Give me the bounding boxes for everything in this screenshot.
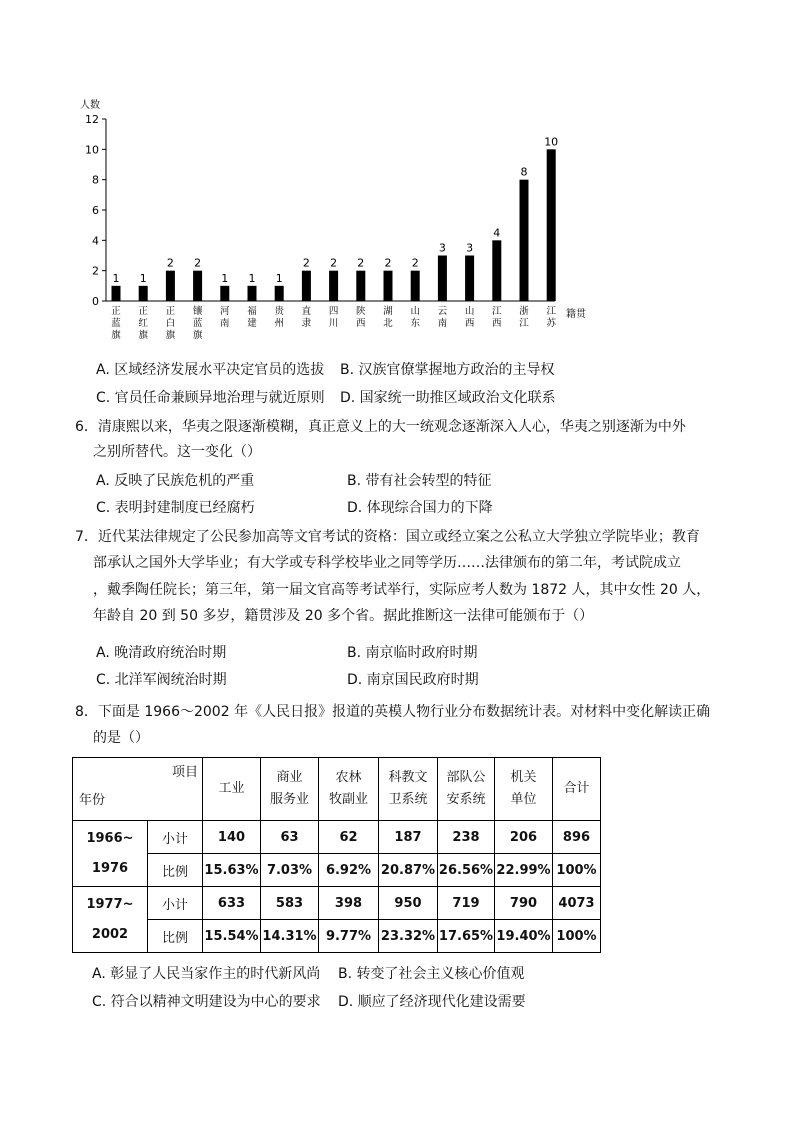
category-label: 湖北 — [383, 306, 393, 329]
bar-value-label: 2 — [166, 256, 174, 270]
category-label: 陕西 — [356, 306, 366, 329]
category-label: 正红旗 — [138, 306, 148, 341]
bar — [302, 271, 311, 301]
category-label: 镶蓝旗 — [192, 306, 203, 341]
table-corner-top: 项目 — [171, 765, 198, 780]
bar — [520, 180, 529, 301]
category-label: 直隶 — [301, 306, 312, 329]
table-cell: 238 — [438, 821, 495, 854]
category-label: 浙江 — [519, 306, 529, 329]
bar-value-label: 3 — [438, 241, 446, 255]
q8-stem-line-2: 的是（） — [93, 730, 149, 746]
q8-option-a: A. 彰显了人民当家作主的时代新风尚 — [92, 966, 321, 982]
table-cell: 7.03% — [261, 854, 319, 887]
table-cell: 9.77% — [319, 920, 379, 953]
q7-option-c: C. 北洋军阀统治时期 — [96, 672, 227, 688]
table-cell: 6.92% — [319, 854, 379, 887]
bar — [438, 256, 447, 302]
y-tick-label: 0 — [92, 295, 99, 308]
table-cell: 633 — [203, 887, 261, 920]
bar-value-label: 2 — [411, 256, 419, 270]
category-label: 江西 — [492, 306, 502, 329]
category-label: 山西 — [464, 306, 475, 329]
table-cell: 790 — [495, 887, 553, 920]
q8-option-b: B. 转变了社会主义核心价值观 — [338, 966, 525, 982]
y-axis-label: 人数 — [80, 100, 100, 111]
q6-stem-line-1: 6．清康熙以来，华夷之限逐渐模糊，真正意义上的大一统观念逐渐深入人心，华夷之别逐渐为中外 — [75, 419, 686, 435]
x-axis-label: 籍贯 — [566, 309, 586, 320]
bar-value-label: 1 — [248, 271, 256, 285]
table-corner-bottom: 年份 — [79, 793, 106, 808]
bar-value-label: 2 — [302, 256, 310, 270]
hero-industry-table — [72, 757, 601, 953]
table-corner-cell — [73, 758, 203, 821]
category-label: 四川 — [328, 306, 339, 329]
q6-option-d: D. 体现综合国力的下降 — [347, 500, 493, 516]
row-label: 比例 — [148, 920, 203, 953]
row-label: 比例 — [148, 854, 203, 887]
y-tick-label: 4 — [92, 234, 99, 248]
province-bar-chart — [70, 90, 610, 345]
bar — [329, 271, 338, 301]
category-label: 山东 — [410, 306, 420, 329]
table-cell: 15.63% — [203, 854, 261, 887]
q7-option-a: A. 晚清政府统治时期 — [96, 645, 227, 661]
bar-value-label: 4 — [493, 226, 501, 240]
bar-value-label: 2 — [384, 256, 392, 270]
table-cell: 187 — [379, 821, 438, 854]
header-industry: 工业 — [203, 758, 261, 821]
bar-value-label: 8 — [520, 165, 528, 179]
category-label: 江苏 — [546, 306, 556, 329]
category-label: 正白旗 — [165, 306, 176, 341]
table-cell: 22.99% — [495, 854, 553, 887]
q6-option-a: A. 反映了民族危机的严重 — [96, 473, 255, 489]
table-cell: 950 — [379, 887, 438, 920]
q7-stem-line-2: 部承认之国外大学毕业；有大学或专科学校毕业之同等学历……法律颁布的第二年，考试院成立 — [93, 555, 681, 571]
bar — [248, 286, 257, 301]
bar — [193, 271, 202, 301]
table-cell: 63 — [261, 821, 319, 854]
q7-stem-line-4: 年龄自 20 到 50 多岁，籍贯涉及 20 多个省。据此推断这一法律可能颁布于（） — [93, 608, 594, 624]
bar-value-label: 1 — [221, 271, 229, 285]
bar — [220, 286, 229, 301]
q5-option-c: C. 官员任命兼顾异地治理与就近原则 — [96, 390, 325, 406]
table-cell: 23.32% — [379, 920, 438, 953]
q5-option-b: B. 汉族官僚掌握地方政治的主导权 — [340, 362, 555, 378]
table-cell: 583 — [261, 887, 319, 920]
y-tick-label: 6 — [92, 204, 99, 217]
category-label: 贵州 — [274, 306, 284, 329]
q8-option-c: C. 符合以精神文明建设为中心的要求 — [92, 994, 321, 1010]
bar — [166, 271, 175, 301]
bar-value-label: 1 — [139, 271, 147, 285]
table-cell: 20.87% — [379, 854, 438, 887]
bar-value-label: 2 — [357, 256, 365, 270]
row-label: 小计 — [148, 821, 203, 854]
bar-value-label: 3 — [466, 241, 474, 255]
q8-option-d: D. 顺应了经济现代化建设需要 — [338, 994, 526, 1010]
q5-option-d: D. 国家统一助推区域政治文化联系 — [340, 390, 556, 406]
q6-stem-line-2: 之别所替代。这一变化（） — [93, 444, 261, 460]
table-cell: 896 — [553, 821, 601, 854]
table-cell: 17.65% — [438, 920, 495, 953]
table-cell: 14.31% — [261, 920, 319, 953]
bar — [547, 149, 556, 301]
header-total: 合计 — [553, 758, 601, 821]
q7-option-b: B. 南京临时政府时期 — [347, 645, 478, 661]
bar — [275, 286, 284, 301]
q7-option-d: D. 南京国民政府时期 — [347, 672, 479, 688]
table-cell: 398 — [319, 887, 379, 920]
category-label: 云南 — [437, 306, 448, 329]
category-label: 河南 — [220, 306, 230, 329]
table-cell: 19.40% — [495, 920, 553, 953]
bar — [139, 286, 148, 301]
header-military-police: 部队公 安系统 — [438, 758, 495, 821]
bar — [384, 271, 393, 301]
table-cell: 26.56% — [438, 854, 495, 887]
header-agriculture: 农林 牧副业 — [319, 758, 379, 821]
category-label: 正蓝旗 — [111, 306, 121, 341]
table-cell: 206 — [495, 821, 553, 854]
q7-stem-line-3: ，戴季陶任院长；第三年，第一届文官高等考试举行，实际应考人数为 1872 人，其中女性 20 人， — [93, 582, 711, 598]
q8-stem-line-1: 8．下面是 1966～2002 年《人民日报》报道的英模人物行业分布数据统计表。对材料中变化解读正确 — [75, 704, 711, 720]
y-tick-label: 2 — [92, 264, 99, 278]
bar — [411, 271, 420, 301]
bar — [112, 286, 121, 301]
bar-value-label: 2 — [194, 256, 202, 270]
header-science-education: 科教文 卫系统 — [379, 758, 438, 821]
y-tick-label: 12 — [85, 113, 99, 126]
year-group-2: 1977~ 2002 — [73, 887, 148, 953]
y-tick-label: 10 — [85, 143, 99, 157]
table-cell: 100% — [553, 854, 601, 887]
bar — [492, 240, 501, 301]
table-cell: 62 — [319, 821, 379, 854]
header-commerce: 商业 服务业 — [261, 758, 319, 821]
bar-value-label: 2 — [330, 256, 338, 270]
bar-value-label: 10 — [544, 135, 559, 149]
category-label: 福建 — [247, 306, 257, 329]
bar — [356, 271, 365, 301]
q6-option-c: C. 表明封建制度已经腐朽 — [96, 500, 255, 516]
table-cell: 100% — [553, 920, 601, 953]
row-label: 小计 — [148, 887, 203, 920]
q7-stem-line-1: 7．近代某法律规定了公民参加高等文官考试的资格：国立或经立案之公私立大学独立学院毕业；教育 — [75, 529, 700, 545]
table-cell: 15.54% — [203, 920, 261, 953]
header-government: 机关 单位 — [495, 758, 553, 821]
y-tick-label: 8 — [92, 173, 99, 187]
bar-value-label: 1 — [275, 271, 283, 285]
table-cell: 719 — [438, 887, 495, 920]
table-cell: 4073 — [553, 887, 601, 920]
q5-option-a: A. 区域经济发展水平决定官员的选拔 — [96, 362, 325, 378]
year-group-1: 1966~ 1976 — [73, 821, 148, 887]
bar-value-label: 1 — [112, 271, 120, 285]
table-cell: 140 — [203, 821, 261, 854]
q6-option-b: B. 带有社会转型的特征 — [347, 473, 492, 489]
bar — [465, 256, 474, 302]
